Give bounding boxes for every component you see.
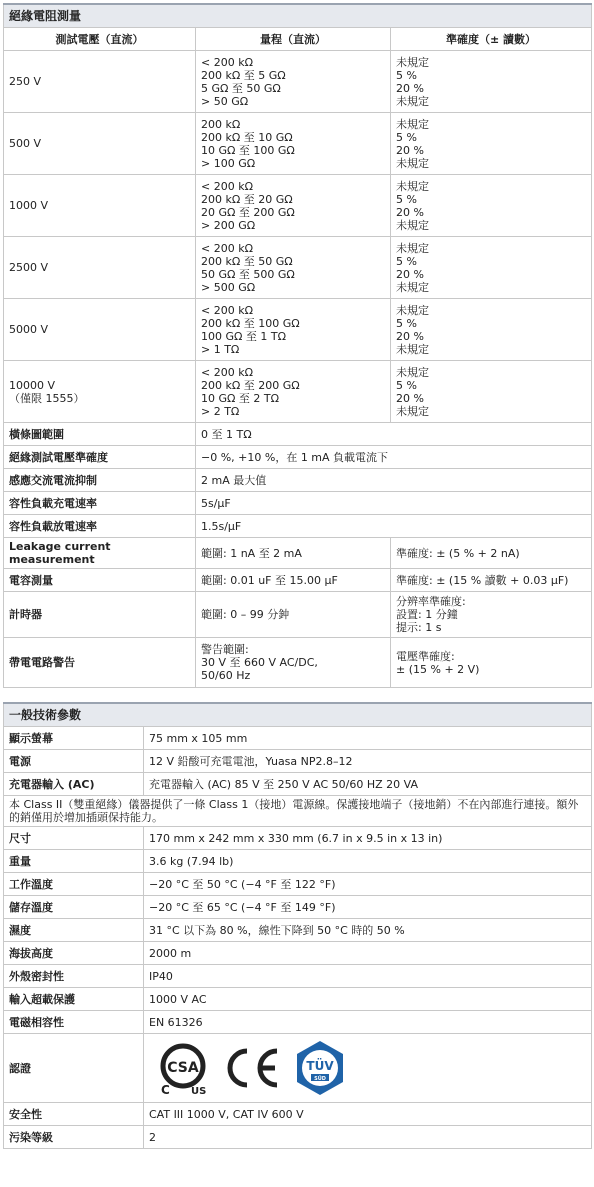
cell-line: 200 kΩ 至 100 GΩ [201,316,300,330]
cell-line: 未規定 [396,303,429,317]
spec-row [4,1011,592,1034]
cell-line: 提示: 1 s [396,621,442,634]
tuv-sud-logo-icon [291,1039,349,1097]
row-accuracy [391,538,592,569]
voltage-cell [4,113,196,175]
range-cell [196,175,391,237]
range-cell [196,361,391,423]
cell-line: 20 % [396,205,424,219]
row-label: 重量 [4,850,144,873]
cell-line: 20 % [396,391,424,405]
row-label: 輸入超載保護 [4,988,144,1011]
row-value: 1.5s/µF [196,515,592,538]
row-label: 顯示螢幕 [4,727,144,750]
svg-text:CSA: CSA [167,1060,199,1076]
cell-line: ± (15 % + 2 V) [396,662,480,676]
row-accuracy [391,592,592,638]
voltage-row [4,299,592,361]
row-label: 充電器輸入 (AC) [4,773,144,796]
svg-text:TÜV: TÜV [306,1059,334,1073]
cell-line: 20 % [396,81,424,95]
row-label: 濕度 [4,919,144,942]
cell-line: 200 kΩ 至 200 GΩ [201,378,300,392]
spec-row [4,1126,592,1149]
insulation-table [3,3,592,688]
voltage-cell [4,237,196,299]
cell-line: 未規定 [396,218,429,232]
cell-line: 50 GΩ 至 500 GΩ [201,267,295,281]
accuracy-cell [391,175,592,237]
range-cell [196,113,391,175]
spec-row [4,1103,592,1126]
cell-line: 未規定 [396,342,429,356]
cell-line: 未規定 [396,241,429,255]
spec-row [4,569,592,592]
cell-line: 200 kΩ 至 50 GΩ [201,254,293,268]
cell-line: 未規定 [396,94,429,108]
row-value [196,592,391,638]
row-value: 2 [144,1126,592,1149]
cell-line: 未規定 [396,404,429,418]
cell-line: 1000 V [9,199,49,212]
voltage-row [4,113,592,175]
spec-row [4,423,592,446]
row-value: −0 %, +10 %，在 1 mA 負載電流下 [196,446,592,469]
voltage-row [4,51,592,113]
row-value: −20 °C 至 65 °C (−4 °F 至 149 °F) [144,896,592,919]
cell-line: 30 V 至 660 V AC/DC, [201,656,318,669]
cell-line: 範圍: 0 – 99 分鈡 [201,608,290,621]
cell-line: 250 V [9,75,42,88]
cell-line: 2500 V [9,261,49,274]
spec-row [4,919,592,942]
row-label: 容性負載放電速率 [4,515,196,538]
row-label: 橫條圖範圍 [4,423,196,446]
svg-text:SÜD: SÜD [314,1076,326,1082]
row-label: 海拔高度 [4,942,144,965]
row-value [196,638,391,688]
row-value: 5s/µF [196,492,592,515]
cell-line: 準確度: ± (5 % + 2 nA) [396,546,520,560]
cell-line: 200 kΩ [201,117,241,131]
spec-row [4,773,592,796]
cell-line: 200 kΩ 至 10 GΩ [201,130,293,144]
spec-row [4,469,592,492]
spec-row [4,965,592,988]
spec-row [4,727,592,750]
voltage-cell [4,299,196,361]
row-label: 電磁相容性 [4,1011,144,1034]
voltage-cell [4,175,196,237]
row-value: 充電器輸入 (AC) 85 V 至 250 V AC 50/60 HZ 20 VA [144,773,592,796]
cell-line: 未規定 [396,179,429,193]
row-value: 12 V 鉛酸可充電電池，Yuasa NP2.8–12 [144,750,592,773]
cell-line: < 200 kΩ [201,55,253,69]
cell-line: 20 % [396,329,424,343]
accuracy-cell [391,51,592,113]
row-value: 1000 V AC [144,988,592,1011]
cert-logos [144,1034,592,1103]
row-label: 計時器 [4,592,196,638]
row-value: IP40 [144,965,592,988]
row-label: 絕緣測試電壓準確度 [4,446,196,469]
voltage-cell [4,51,196,113]
cell-line: 500 V [9,137,42,150]
cell-line: 未規定 [396,117,429,131]
row-value: CAT III 1000 V, CAT IV 600 V [144,1103,592,1126]
spec-row [4,446,592,469]
cell-line: 範圍: 0.01 uF 至 15.00 µF [201,573,338,587]
cell-line: 5 % [396,68,417,82]
range-cell [196,299,391,361]
spec-row [4,538,592,569]
voltage-row [4,175,592,237]
accuracy-cell [391,361,592,423]
svg-text:US: US [191,1086,207,1096]
row-value [196,538,391,569]
row-value: −20 °C 至 50 °C (−4 °F 至 122 °F) [144,873,592,896]
cell-line: 5 GΩ 至 50 GΩ [201,81,281,95]
cell-line: 100 GΩ 至 1 TΩ [201,329,287,343]
cell-line: 5 % [396,316,417,330]
row-label: 感應交流電流抑制 [4,469,196,492]
ce-mark-icon [221,1043,281,1093]
cell-line: 分辨率準確度: [396,595,466,608]
cell-line: 20 % [396,143,424,157]
row-value [196,569,391,592]
cell-line: 未規定 [396,280,429,294]
row-value: EN 61326 [144,1011,592,1034]
spec-row [4,592,592,638]
cell-line: 10 GΩ 至 2 TΩ [201,391,280,405]
section-title: 一般技術參數 [4,703,592,727]
spec-row [4,873,592,896]
spec-row [4,850,592,873]
svg-text:C: C [161,1083,170,1096]
voltage-row [4,237,592,299]
spec-row [4,492,592,515]
section-title: 絕緣電阻測量 [4,4,592,28]
cell-line: 電壓準確度: [396,649,455,663]
cell-line: < 200 kΩ [201,179,253,193]
spec-row [4,827,592,850]
col-header: 測試電壓（直流） [4,28,196,51]
cell-line: > 100 GΩ [201,156,256,170]
cell-line: < 200 kΩ [201,241,253,255]
csa-logo-icon [155,1040,211,1096]
accuracy-cell [391,299,592,361]
row-value: 170 mm x 242 mm x 330 mm (6.7 in x 9.5 in x 13 in) [144,827,592,850]
row-label: 帶電電路警告 [4,638,196,688]
spec-row [4,988,592,1011]
row-value: 75 mm x 105 mm [144,727,592,750]
cell-line: 50/60 Hz [201,669,251,682]
cell-line: > 1 TΩ [201,342,240,356]
col-header: 準確度（± 讀數） [391,28,592,51]
cell-line: 10 GΩ 至 100 GΩ [201,143,295,157]
row-label: 電源 [4,750,144,773]
row-label: 尺寸 [4,827,144,850]
row-label: 污染等級 [4,1126,144,1149]
row-value: 3.6 kg (7.94 lb) [144,850,592,873]
range-cell [196,51,391,113]
cell-line: 未規定 [396,55,429,69]
row-label: 認證 [4,1034,144,1103]
cell-line: 5 % [396,378,417,392]
row-value: 2 mA 最大值 [196,469,592,492]
cell-line: > 50 GΩ [201,94,249,108]
row-label: 外殼密封性 [4,965,144,988]
cell-line: 5 % [396,192,417,206]
cell-line: > 2 TΩ [201,404,240,418]
cell-line: 警告範圍: [201,643,249,656]
spec-row [4,638,592,688]
spec-row [4,896,592,919]
note-text: 本 Class II（雙重絕緣）儀器提供了一條 Class 1（接地）電源線。保護接地端子（接地銷）不在內部進行連接。額外的銷僅用於增加插頭保持能力。 [4,796,592,827]
col-header: 量程（直流） [196,28,391,51]
cell-line: < 200 kΩ [201,303,253,317]
cell-line: 5000 V [9,323,49,336]
cell-line: 10000 V [9,378,56,392]
row-label: 安全性 [4,1103,144,1126]
cell-line: 20 % [396,267,424,281]
cell-line: > 200 GΩ [201,218,256,232]
row-value: 31 °C 以下為 80 %，線性下降到 50 °C 時的 50 % [144,919,592,942]
spec-row [4,942,592,965]
accuracy-cell [391,237,592,299]
row-accuracy [391,569,592,592]
row-value: 2000 m [144,942,592,965]
row-label: Leakage current measurement [4,538,196,569]
row-label: 電容測量 [4,569,196,592]
cell-line: < 200 kΩ [201,365,253,379]
spec-row [4,750,592,773]
cell-line: 設置: 1 分鐘 [396,608,458,621]
voltage-row [4,361,592,423]
row-label: 容性負載充電速率 [4,492,196,515]
cell-line: 準確度: ± (15 % 讀數 + 0.03 µF) [396,573,569,587]
cell-line: 200 kΩ 至 5 GΩ [201,68,286,82]
row-accuracy [391,638,592,688]
row-label: 工作溫度 [4,873,144,896]
spec-row [4,515,592,538]
general-table [3,702,592,1149]
range-cell [196,237,391,299]
cell-line: 未規定 [396,365,429,379]
cell-line: 範圍: 1 nA 至 2 mA [201,546,302,560]
cell-line: 5 % [396,254,417,268]
voltage-cell [4,361,196,423]
row-value: 0 至 1 TΩ [196,423,592,446]
cell-line: > 500 GΩ [201,280,256,294]
cell-line: 20 GΩ 至 200 GΩ [201,205,295,219]
cell-line: （僅限 1555） [9,391,85,405]
cell-line: 5 % [396,130,417,144]
accuracy-cell [391,113,592,175]
cell-line: 200 kΩ 至 20 GΩ [201,192,293,206]
cell-line: 未規定 [396,156,429,170]
row-label: 儲存溫度 [4,896,144,919]
